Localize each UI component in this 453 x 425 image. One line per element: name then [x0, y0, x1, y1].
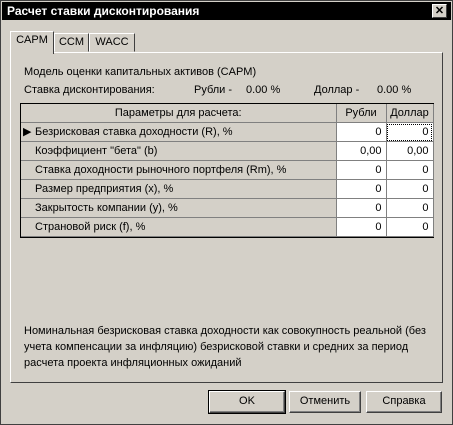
- param-cell[interactable]: [21, 218, 336, 237]
- table-row: [21, 218, 433, 237]
- title-bar: [2, 2, 451, 20]
- rub-rate-label: Рубли -: [194, 84, 233, 96]
- rub-value-cell[interactable]: 0,00: [336, 142, 386, 161]
- parameter-description: Номинальная безрисковая ставка доходности как совокупность реальной (без учета компенсации за инфляцию) безрисковой ставки и средних за период расчета проекта инфляционных ожиданий: [24, 325, 426, 369]
- usd-value-cell[interactable]: 0,00: [386, 142, 433, 161]
- close-button[interactable]: [432, 4, 447, 18]
- table-row: [21, 161, 433, 180]
- usd-value-cell[interactable]: 0: [386, 180, 433, 199]
- usd-value-cell[interactable]: 0: [386, 123, 433, 142]
- grid-header-row: [21, 104, 433, 123]
- current-row-icon: ▶: [23, 126, 32, 138]
- rub-value-cell[interactable]: 0: [336, 199, 386, 218]
- ok-button[interactable]: OK: [209, 391, 285, 413]
- tab-ccm[interactable]: CCM: [54, 33, 89, 52]
- table-row: [21, 142, 433, 161]
- param-cell[interactable]: [21, 199, 336, 218]
- rub-rate-value: 0.00 %: [246, 84, 281, 96]
- table-row: [21, 180, 433, 199]
- usd-value-cell[interactable]: 0: [386, 199, 433, 218]
- header-usd: Доллар: [386, 104, 433, 123]
- param-label: Закрытость компании (y), %: [35, 202, 178, 214]
- tab-wacc[interactable]: WACC: [89, 33, 135, 52]
- close-icon: ✕: [434, 4, 445, 17]
- table-row: [21, 123, 433, 142]
- usd-value-cell[interactable]: 0: [386, 161, 433, 180]
- parameters-grid: [20, 103, 434, 238]
- param-label: Коэффициент "бета" (b): [35, 145, 158, 157]
- tab-capm[interactable]: CAPM: [10, 31, 54, 54]
- param-label: Размер предприятия (x), %: [35, 183, 174, 195]
- rub-value-cell[interactable]: 0: [336, 123, 386, 142]
- rub-value-cell[interactable]: 0: [336, 161, 386, 180]
- usd-rate-value: 0.00 %: [377, 84, 412, 96]
- rub-value-cell[interactable]: 0: [336, 180, 386, 199]
- cancel-button[interactable]: Отменить: [289, 391, 361, 413]
- usd-rate-label: Доллар -: [314, 84, 360, 96]
- discount-rate-label: Ставка дисконтирования:: [24, 84, 155, 96]
- header-rub: Рубли: [336, 104, 386, 123]
- model-title: Модель оценки капитальных активов (CAPM): [24, 66, 257, 78]
- param-label: Безрисковая ставка доходности (R), %: [35, 126, 233, 138]
- param-label: Страновой риск (f), %: [35, 221, 146, 233]
- window-title: Расчет ставки дисконтирования: [7, 4, 200, 18]
- rub-value-cell[interactable]: 0: [336, 218, 386, 237]
- param-cell[interactable]: [21, 142, 336, 161]
- param-label: Ставка доходности рыночного портфеля (Rm), %: [35, 164, 287, 176]
- help-button[interactable]: Справка: [366, 391, 442, 413]
- param-cell[interactable]: [21, 123, 336, 142]
- usd-value-cell[interactable]: 0: [386, 218, 433, 237]
- param-cell[interactable]: [21, 161, 336, 180]
- table-row: [21, 199, 433, 218]
- param-cell[interactable]: [21, 180, 336, 199]
- header-params: Параметры для расчета:: [21, 104, 336, 123]
